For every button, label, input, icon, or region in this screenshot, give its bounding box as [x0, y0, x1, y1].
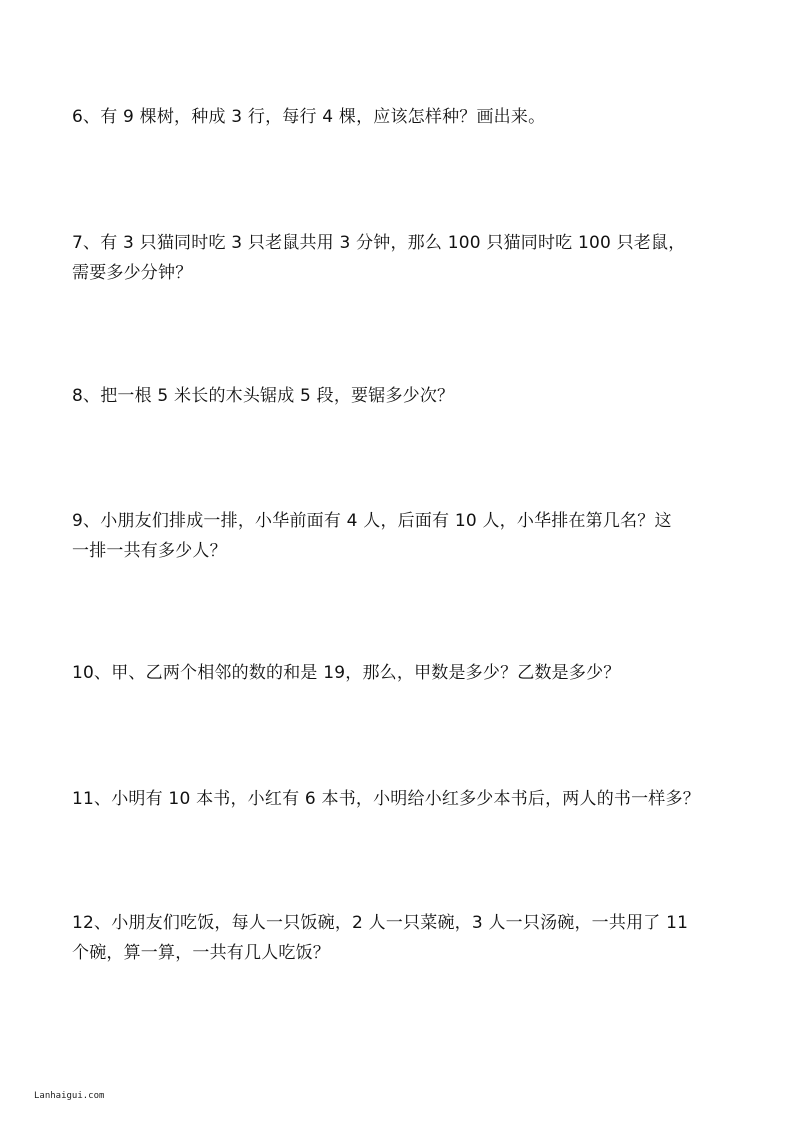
question-12-line-2: 个碗，算一算，一共有几人吃饭？ [72, 943, 330, 963]
question-9-line-2: 一排一共有多少人？ [72, 541, 227, 561]
question-6-line-1: 6、有 9 棵树，种成 3 行，每行 4 棵，应该怎样种？画出来。 [72, 107, 546, 127]
footer-watermark: Lanhaigui.com [34, 1091, 105, 1101]
question-10 [72, 658, 732, 688]
question-9 [72, 506, 732, 566]
question-11-line-1: 11、小明有 10 本书，小红有 6 本书，小明给小红多少本书后，两人的书一样多？ [72, 789, 700, 809]
question-12-line-1: 12、小朋友们吃饭，每人一只饭碗，2 人一只菜碗，3 人一只汤碗，一共用了 11 [72, 913, 689, 933]
question-12 [72, 908, 732, 968]
question-7 [72, 228, 732, 288]
question-10-line-1: 10、甲、乙两个相邻的数的和是 19，那么，甲数是多少？乙数是多少？ [72, 663, 621, 683]
question-11 [72, 784, 732, 814]
question-8-line-1: 8、把一根 5 米长的木头锯成 5 段，要锯多少次？ [72, 386, 455, 406]
question-8 [72, 381, 732, 411]
question-9-line-1: 9、小朋友们排成一排，小华前面有 4 人，后面有 10 人，小华排在第几名？这 [72, 511, 672, 531]
question-7-line-2: 需要多少分钟？ [72, 263, 193, 283]
question-6 [72, 102, 732, 132]
question-7-line-1: 7、有 3 只猫同时吃 3 只老鼠共用 3 分钟，那么 100 只猫同时吃 100 只老鼠， [72, 233, 686, 253]
